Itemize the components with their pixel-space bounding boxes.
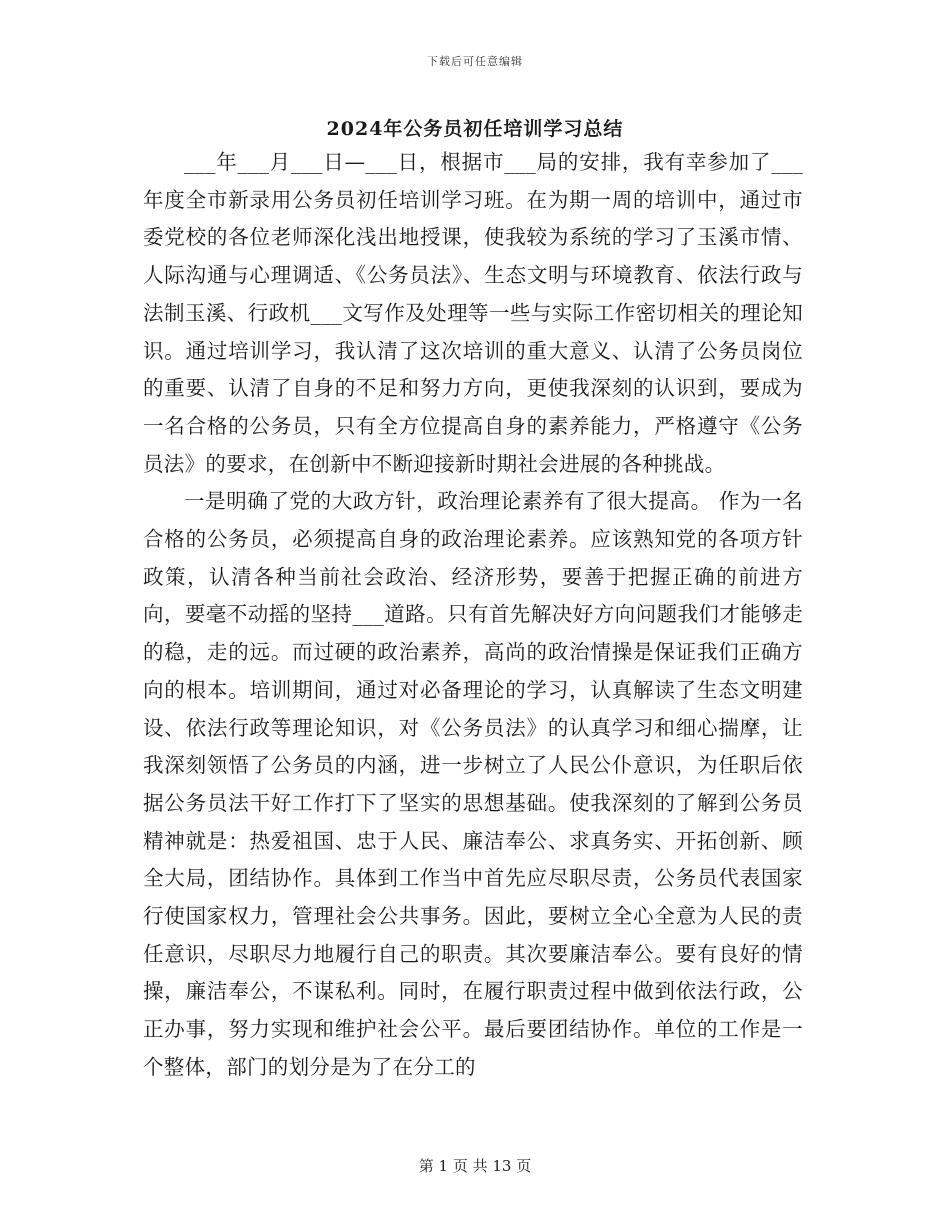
header-note: 下载后可任意编辑 (427, 55, 523, 68)
paragraph-intro: ___年___月___日—___日，根据市___局的安排，我有幸参加了___年度全市新录用公务员初任培训学习班。在为期一周的培训中，通过市委党校的各位老师深化浅出地授课，使我较为系统的学习了玉溪市情、人际沟通与心理调适、《公务员法》、生态文明与环境教育、依法行政与法制玉溪、行政机___文写作及处理等一些与实际工作密切相关的理论知识。通过培训学习，我认清了这次培训的重大意义、认清了公务员岗位的重要、认清了自身的不足和努力方向，更使我深刻的认识到，要成为一名合格的公务员，只有全方位提高自身的素养能力，严格遵守《公务员法》的要求，在创新中不断迎接新时期社会进展的各种挑战。 (143, 150, 803, 476)
document-title: 2024年公务员初任培训学习总结 (326, 118, 624, 140)
page-number: 第 1 页 共 13 页 (418, 1157, 532, 1175)
paragraph-point-one: 一是明确了党的大政方针，政治理论素养有了很大提高。 作为一名合格的公务员，必须提高自身的政治理论素养。应该熟知党的各项方针政策，认清各种当前社会政治、经济形势，要善于把握正确的前进方向，要毫不动摇的坚持___道路。只有首先解决好方向问题我们才能够走的稳，走的远。而过硬的政治素养，高尚的政治情操是保证我们正确方向的根本。培训期间，通过对必备理论的学习，认真解读了生态文明建设、依法行政等理论知识，对《公务员法》的认真学习和细心揣摩，让我深刻领悟了公务员的内涵，进一步树立了人民公仆意识，为任职后依据公务员法干好工作打下了坚实的思想基础。使我深刻的了解到公务员精神就是：热爱祖国、忠于人民、廉洁奉公、求真务实、开拓创新、顾全大局，团结协作。具体到工作当中首先应尽职尽责，公务员代表国家行使国家权力，管理社会公共事务。因此，要树立全心全意为人民的责任意识，尽职尽力地履行自己的职责。其次要廉洁奉公。要有良好的情操，廉洁奉公，不谋私利。同时，在履行职责过程中做到依法行政，公正办事，努力实现和维护社会公平。最后要团结协作。单位的工作是一个整体，部门的划分是为了在分工的 (143, 489, 803, 1079)
document-body (143, 144, 803, 1087)
